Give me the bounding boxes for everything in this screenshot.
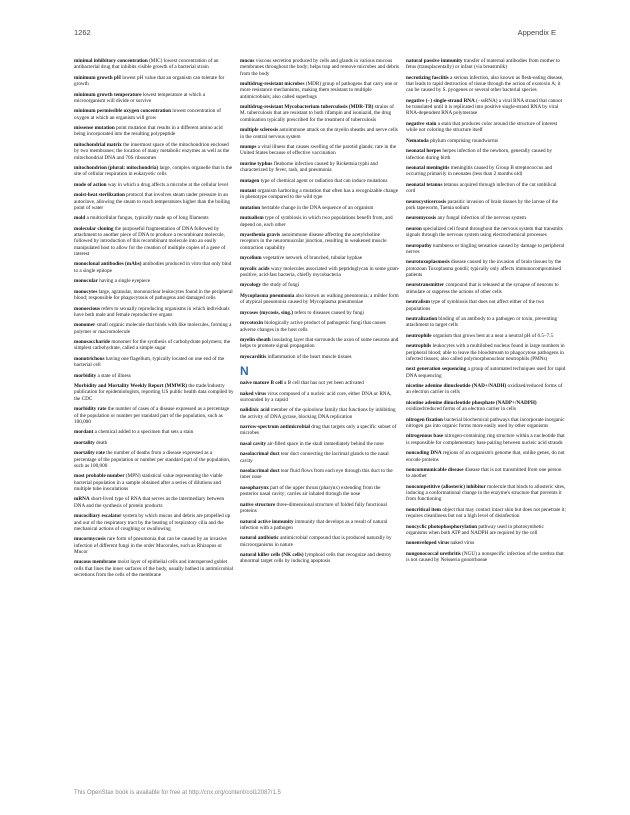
glossary-definition: a multicellular fungus, typically made up of long filaments bbox=[85, 215, 209, 222]
glossary-entry bbox=[240, 391, 400, 404]
glossary-term: nalidixic acid bbox=[240, 407, 270, 414]
glossary-definition: fleaborne infection caused by Rickettsia typhi and characterized by fever, rash, and pneumonia bbox=[240, 160, 378, 174]
glossary-term: natural killer cells (NK cells) bbox=[240, 552, 304, 559]
glossary-entry bbox=[406, 165, 566, 178]
glossary-definition: strains of M. tuberculosis that are resistant to both rifampin and isoniazid, the drug combination typically prescribed for the treatment of tuberculosis bbox=[240, 104, 394, 123]
glossary-entry bbox=[240, 337, 400, 350]
glossary-term: neonatal tetanus bbox=[406, 181, 443, 188]
glossary-term: missense mutation bbox=[74, 125, 115, 132]
glossary-entry bbox=[240, 468, 400, 481]
glossary-term: mycology bbox=[240, 282, 262, 289]
glossary-definition: the number of cases of a disease expressed as a percentage of the population or number per standard part of the population, such as 100,000 bbox=[74, 406, 230, 425]
glossary-definition: specialized cell found throughout the nervous system that transmits signals through the nervous system using electrochemical processes bbox=[406, 225, 563, 239]
glossary-definition: (MIC) lowest concentration of an antibacterial drug that inhibits visible growth of a bacterial strain bbox=[74, 58, 219, 71]
glossary-entry bbox=[74, 289, 234, 302]
glossary-entry bbox=[240, 127, 400, 140]
glossary-entry bbox=[406, 259, 566, 278]
glossary-term: neurocysticercosis bbox=[406, 198, 447, 205]
glossary-definition: drug that targets only a specific subset of microbes bbox=[240, 424, 397, 437]
glossary-term: murine typhus bbox=[240, 160, 273, 167]
glossary-entry bbox=[74, 406, 234, 425]
glossary-entry bbox=[406, 226, 566, 239]
glossary-column-1 bbox=[74, 58, 234, 582]
glossary-term: moist-heat sterilization bbox=[74, 192, 125, 199]
glossary-entry bbox=[406, 524, 566, 537]
glossary-definition: any fungal infection of the nervous system bbox=[436, 215, 526, 222]
glossary-term: natural antibiotic bbox=[240, 535, 279, 542]
glossary-definition: the trade/industry publication for epidemiologists, reporting US public health data compiled by the CDC bbox=[74, 383, 234, 402]
glossary-term: naive mature B cell bbox=[240, 380, 283, 387]
glossary-entry bbox=[240, 552, 400, 565]
glossary-term: negative (−) single-strand RNA bbox=[406, 97, 475, 104]
glossary-term: noncompetitive (allosteric) inhibitor bbox=[406, 483, 486, 490]
glossary-term: mode of action bbox=[74, 181, 107, 188]
glossary-definition: having a single eyepiece bbox=[97, 278, 151, 285]
glossary-definition: vegetative network of branched, tubular hyphae bbox=[261, 255, 363, 262]
glossary-term: nitrogen fixation bbox=[406, 416, 443, 423]
glossary-term: mutation bbox=[240, 204, 261, 211]
glossary-definition: (NGU) a nonspecific infection of the urethra that is not caused by Neisseria gonorrhoeae bbox=[406, 550, 564, 564]
glossary-term: minimal inhibitory concentration bbox=[74, 58, 148, 64]
glossary-term: noncyclic photophosphorylation bbox=[406, 523, 478, 530]
glossary-entry bbox=[74, 182, 234, 188]
glossary-entry bbox=[74, 373, 234, 379]
glossary-entry bbox=[240, 58, 400, 77]
glossary-definition: regions of an organism's genome that, unlike genes, do not encode proteins bbox=[406, 450, 565, 463]
glossary-term: morbidity bbox=[74, 372, 97, 379]
glossary-definition: binding of an antibody to a pathogen or toxin, preventing attachment to target cells bbox=[406, 316, 558, 329]
glossary-term: monocytes bbox=[74, 288, 98, 295]
glossary-term: mitochondrion (plural: mitochondria) bbox=[74, 164, 159, 171]
glossary-term: native structure bbox=[240, 501, 276, 508]
glossary-definition: tear fluid flows from each eye through this duct to the inner nose bbox=[240, 468, 393, 481]
glossary-entry bbox=[406, 507, 566, 520]
glossary-entry bbox=[406, 551, 566, 564]
glossary-definition: a stain that produces color around the structure of interest while not coloring the structure itself bbox=[406, 120, 558, 134]
glossary-term: most probable number bbox=[74, 473, 125, 480]
glossary-term: nasolacrimal duct bbox=[240, 468, 280, 475]
glossary-entry bbox=[240, 310, 400, 316]
glossary-term: narrow-spectrum antimicrobial bbox=[240, 424, 310, 431]
glossary-term: mitochondrial matrix bbox=[74, 141, 122, 148]
glossary-term: multiple sclerosis bbox=[240, 127, 279, 134]
glossary-definition: viscous secretion produced by cells and glands in various mucous membranes throughout the body; helps trap and remove microbes and debris from the body bbox=[240, 58, 400, 77]
glossary-entry bbox=[240, 205, 400, 211]
glossary-definition: the study of fungi bbox=[261, 282, 300, 289]
glossary-definition: nitrogen-containing ring structure within a nucleotide that is responsible for complementary base pairing between nucleic acid strands bbox=[406, 433, 565, 446]
glossary-term: natural active immunity bbox=[240, 518, 294, 525]
glossary-entry bbox=[74, 75, 234, 88]
glossary-term: neonatal meningitis bbox=[406, 164, 450, 171]
glossary-entry bbox=[406, 467, 566, 480]
glossary-term: monotrichous bbox=[74, 355, 105, 362]
glossary-definition: antimicrobial compound that is produced naturally by microorganisms in nature bbox=[240, 535, 392, 548]
glossary-definition: oxidized/reduced forms of an electron carrier in cells bbox=[406, 383, 563, 396]
glossary-entry bbox=[74, 108, 234, 121]
glossary-definition: large, agranular, mononuclear leukocytes found in the peripheral blood; responsible for phagocytosis of pathogens and damaged cells bbox=[74, 288, 233, 302]
glossary-definition: (MPN) statistical value representing the viable bacterial population in a sample obtained after a series of dilutions and multiple tube inoculations bbox=[74, 473, 223, 492]
glossary-entry bbox=[240, 380, 400, 386]
glossary-definition: molecule that binds to allosteric sites, inducing a conformational change in the enzyme's structure that prevents it from functioning bbox=[406, 483, 566, 503]
glossary-entry bbox=[240, 354, 400, 360]
glossary-definition: a serious infection, also known as flesh-eating disease, that leads to rapid destruction of tissue through the action of exotoxin A; it can be caused by S. pyogenes or several other bacterial species bbox=[406, 74, 564, 94]
glossary-term: molecular cloning bbox=[74, 225, 114, 232]
glossary-entry bbox=[74, 261, 234, 274]
glossary-term: mucus bbox=[240, 58, 255, 64]
glossary-term: monoclonal antibodies (mAbs) bbox=[74, 261, 142, 268]
glossary-definition: point mutation that results in a different amino acid being incorporated into the resulting polypeptide bbox=[74, 125, 223, 138]
glossary-entry bbox=[74, 339, 234, 352]
glossary-definition: protocol that involves steam under pressure in an autoclave, allowing the steam to reach temperatures higher than the boiling point of water bbox=[74, 192, 231, 211]
page-header bbox=[0, 28, 630, 42]
glossary-definition: a viral illness that causes swelling of the parotid glands; rare in the United States because of effective vaccination bbox=[240, 144, 397, 157]
glossary-term: mycolic acids bbox=[240, 265, 270, 272]
glossary-entry bbox=[74, 356, 234, 369]
glossary-definition: (MDR) group of pathogens that carry one or more resistance mechanisms, making them resistant to multiple antimicrobials; also called superbugs bbox=[240, 81, 398, 100]
glossary-definition: lowest temperature at which a microorganism will divide or survive bbox=[74, 91, 206, 104]
glossary-term: neurotoxoplasmosis bbox=[406, 259, 450, 266]
glossary-definition: a state of illness bbox=[96, 372, 131, 379]
glossary-term: mutant bbox=[240, 188, 257, 195]
glossary-term: mortality bbox=[74, 439, 95, 446]
glossary-entry bbox=[74, 226, 234, 257]
glossary-definition: disease caused by the invasion of brain tissues by the protozoan Toxoplasma gondii; typically only affects immunocompromised patients bbox=[406, 259, 562, 278]
glossary-entry bbox=[240, 502, 400, 515]
glossary-term: neuropathy bbox=[406, 242, 432, 249]
glossary-entry bbox=[406, 333, 566, 339]
glossary-definition: compound that is released at the synapse of neurons to stimulate or suppress the actions of other cells bbox=[406, 282, 559, 295]
glossary-term: nongonococcal urethritis bbox=[406, 550, 461, 557]
glossary-term: natural passive immunity bbox=[406, 58, 463, 64]
glossary-term: mycoses (mycosis, sing.) bbox=[240, 309, 294, 316]
glossary-entry bbox=[74, 322, 234, 335]
glossary-definition: type of symbiosis in which two populations benefit from, and depend on, each other bbox=[240, 215, 393, 228]
glossary-entry bbox=[74, 440, 234, 446]
glossary-definition: inflammation of the heart muscle tissues bbox=[266, 353, 352, 360]
glossary-definition: biologically active product of pathogenic fungi that causes adverse changes in the host cells bbox=[240, 320, 386, 333]
section-title: Appendix E bbox=[517, 28, 556, 37]
glossary-definition: herpes infection of the newborn, generally caused by infection during birth bbox=[406, 148, 553, 161]
glossary-term: mortality rate bbox=[74, 450, 105, 457]
glossary-definition: large, complex organelle that is the site of cellular respiration in eukaryotic cells bbox=[74, 164, 233, 178]
glossary-definition: waxy molecules associated with peptidoglycan in some gram-positive, acid-fast bacteria, chiefly mycobacteria bbox=[240, 265, 400, 278]
glossary-entry bbox=[74, 450, 234, 469]
glossary-term: morbidity rate bbox=[74, 406, 107, 413]
glossary-term: mumps bbox=[240, 144, 257, 151]
glossary-definition: lowest pH value that an organism can tolerate for growth bbox=[74, 74, 225, 88]
glossary-entry bbox=[406, 433, 566, 446]
glossary-term: Mycoplasma pneumonia bbox=[240, 292, 295, 299]
glossary-term: mucormycosis bbox=[74, 536, 106, 543]
glossary-definition: transfer of maternal antibodies from mother to fetus (transplacentally) or infant (via breastmilk) bbox=[406, 58, 561, 71]
glossary-entry bbox=[406, 182, 566, 195]
glossary-definition: disease that is not transmitted from one person to another bbox=[406, 467, 562, 480]
glossary-entry bbox=[240, 161, 400, 174]
glossary-term: Morbidity and Mortality Weekly Report (MMWR) bbox=[74, 383, 188, 390]
glossary-entry bbox=[240, 320, 400, 333]
glossary-term: mucous membrane bbox=[74, 559, 117, 566]
glossary-entry bbox=[74, 278, 234, 284]
glossary-definition: phylum comprising roundworms bbox=[428, 137, 499, 144]
glossary-term: naked virus bbox=[240, 390, 267, 397]
glossary-column-3 bbox=[406, 58, 566, 568]
page-number: 1262 bbox=[74, 28, 91, 37]
glossary-term: neonatal herpes bbox=[406, 148, 442, 155]
glossary-definition: way in which a drug affects a microbe at the cellular level bbox=[106, 181, 229, 188]
glossary-term: multidrug-resistant Mycobacterium tuberculosis (MDR-TB) bbox=[240, 104, 374, 111]
glossary-term: neutralization bbox=[406, 316, 438, 323]
glossary-definition: virus composed of a nucleic acid core, either DNA or RNA, surrounded by a capsid bbox=[240, 390, 392, 403]
glossary-entry bbox=[406, 138, 566, 144]
glossary-definition: small organic molecule that binds with like molecules, forming a polymer or macromolecule bbox=[74, 322, 232, 335]
glossary-entry bbox=[240, 232, 400, 251]
glossary-definition: autoimmune attack on the myelin sheaths and nerve cells in the central nervous system bbox=[240, 127, 398, 140]
glossary-entry bbox=[74, 496, 234, 509]
glossary-term: monomer bbox=[74, 322, 96, 329]
glossary-term: next generation sequencing bbox=[406, 366, 467, 373]
glossary-definition: heritable change in the DNA sequence of an organism bbox=[260, 204, 374, 211]
glossary-term: noncoding DNA bbox=[406, 450, 442, 457]
glossary-term: minimum growth temperature bbox=[74, 91, 142, 98]
glossary-term: mutagen bbox=[240, 177, 260, 184]
glossary-entry bbox=[406, 148, 566, 161]
glossary-definition: moist layer of epithelial cells and interspersed goblet cells that lines the inner surfaces of the body, usually bathed in antimicrobial secretions from the cells of the membrane bbox=[74, 559, 234, 578]
glossary-term: myocarditis bbox=[240, 353, 267, 360]
glossary-entry bbox=[240, 255, 400, 261]
glossary-term: nonenveloped virus bbox=[406, 540, 450, 547]
glossary-entry bbox=[406, 199, 566, 212]
glossary-term: neurotransmitter bbox=[406, 282, 445, 289]
glossary-definition: organism harboring a mutation that often has a recognizable change in phenotype compared to the wild type bbox=[240, 188, 399, 201]
glossary-entry bbox=[406, 299, 566, 312]
glossary-term: nasal cavity bbox=[240, 440, 267, 447]
glossary-entry bbox=[74, 306, 234, 319]
glossary-entry bbox=[406, 282, 566, 295]
glossary-entry bbox=[406, 366, 566, 379]
glossary-entry bbox=[240, 485, 400, 498]
section-letter: N bbox=[240, 364, 249, 379]
glossary-term: mucociliary escalator bbox=[74, 513, 122, 520]
glossary-entry bbox=[74, 58, 234, 71]
glossary-entry bbox=[406, 215, 566, 221]
glossary-term: neutralism bbox=[406, 299, 430, 306]
glossary-definition: refers to sexually reproducing organisms in which individuals have both male and female reproductive organs bbox=[74, 305, 230, 318]
glossary-term: necrotizing fasciitis bbox=[406, 74, 449, 81]
glossary-definition: organism that grows best at a near a neutral pH of 6.5–7.5 bbox=[431, 332, 554, 339]
glossary-definition: part of the upper throat (pharynx) extending from the posterior nasal cavity; carries air inhaled through the nose bbox=[240, 484, 381, 498]
glossary-definition: (−ssRNA) a viral RNA strand that cannot be translated until it is replicated into positive single-strand RNA by viral RNA-dependent RNA polymerase bbox=[406, 97, 563, 117]
glossary-definition: object that may contact intact skin but does not penetrate it; requires cleanliness but not a high level of disinfection bbox=[406, 506, 566, 520]
glossary-definition: also known as walking pneumonia; a milder form of atypical pneumonia caused by Mycoplasma pneumoniae bbox=[240, 292, 399, 306]
glossary-entry bbox=[74, 536, 234, 555]
glossary-entry bbox=[406, 450, 566, 463]
glossary-definition: tear duct connecting the lacrimal glands to the nasal cavity bbox=[240, 451, 389, 464]
glossary-entry bbox=[240, 407, 400, 420]
glossary-definition: three-dimensional structure of folded fully functional proteins bbox=[240, 501, 387, 515]
glossary-definition: refers to diseases caused by fungi bbox=[293, 309, 364, 316]
glossary-definition: member of the quinolone family that functions by inhibiting the activity of DNA gyrase, blocking DNA replication bbox=[240, 407, 396, 420]
glossary-term: monocular bbox=[74, 278, 98, 285]
glossary-definition: pathway used in photosynthetic organisms when both ATP and NADPH are required by the cell bbox=[406, 523, 544, 536]
glossary-entry bbox=[406, 484, 566, 503]
glossary-entry bbox=[74, 142, 234, 161]
glossary-definition: system by which mucus and debris are propelled up and out of the respiratory tract by the beating of respiratory cilia and the mechanical actions of coughing or swallowing bbox=[74, 513, 231, 532]
glossary-entry bbox=[240, 188, 400, 201]
glossary-definition: rare form of pneumonia that can be caused by an invasive infection of different fungi in the order Mucorales, such as Rhizopus or Mucor bbox=[74, 536, 227, 555]
glossary-term: noncritical item bbox=[406, 506, 442, 513]
glossary-term: minimum growth pH bbox=[74, 74, 121, 81]
glossary-definition: a group of automated techniques used for rapid DNA sequencing bbox=[406, 366, 566, 379]
glossary-definition: death bbox=[94, 439, 108, 446]
glossary-term: neuron bbox=[406, 225, 422, 232]
glossary-term: nitrogenous base bbox=[406, 433, 444, 440]
glossary-entry bbox=[74, 383, 234, 402]
glossary-entry bbox=[74, 429, 234, 435]
glossary-definition: the purposeful fragmentation of DNA followed by attachment to another piece of DNA to produce a recombinant molecule, followed by introduction of this recombinant molecule into an easily manipulated host to allow for the creation of multiple copies of a gene of interest bbox=[74, 225, 226, 257]
glossary-definition: the number of deaths from a disease expressed as a percentage of the population or number per standard part of the population, such as 100,000 bbox=[74, 450, 231, 469]
glossary-definition: short-lived type of RNA that serves as the intermediary between DNA and the synthesis of protein products bbox=[74, 496, 225, 509]
glossary-definition: numbness or tingling sensation caused by damage to peripheral nerves bbox=[406, 242, 565, 255]
glossary-definition: leukocytes with a multilobed nucleus found in large numbers in peripheral blood; able to leave the bloodstream to phagocytose pathogens in infected tissues; also called polymorphonuclear neutrophils (PMNs) bbox=[406, 343, 565, 362]
glossary-term: monoecious bbox=[74, 305, 100, 312]
glossary-term: nasopharynx bbox=[240, 484, 269, 491]
glossary-definition: type of chemical agent or radiation that can induce mutations bbox=[259, 177, 388, 184]
glossary-column-2 bbox=[240, 58, 400, 569]
glossary-entry bbox=[240, 293, 400, 306]
glossary-entry bbox=[406, 121, 566, 134]
glossary-entry bbox=[240, 266, 400, 279]
glossary-term: noncommunicable disease bbox=[406, 467, 464, 474]
glossary-entry bbox=[406, 58, 566, 71]
glossary-entry bbox=[406, 98, 566, 117]
glossary-definition: immunity that develops as a result of natural infection with a pathogen bbox=[240, 518, 388, 531]
glossary-term: monosaccharide bbox=[74, 339, 111, 346]
glossary-entry bbox=[240, 535, 400, 548]
glossary-term: mycelium bbox=[240, 255, 262, 262]
page-footer[interactable]: This OpenStax book is available for free at http://cnx.org/content/col12087/1.5 bbox=[74, 790, 281, 796]
glossary-entry bbox=[74, 92, 234, 105]
glossary-term: minimum permissible oxygen concentration bbox=[74, 108, 171, 115]
glossary-entry bbox=[74, 192, 234, 211]
glossary-definition: autoimmune disease affecting the acetylcholine receptors in the neuromuscular junction, resulting in weakened muscle contraction capability bbox=[240, 232, 387, 251]
glossary-definition: oxidized/reduced forms of an electron carrier in cells bbox=[406, 406, 516, 413]
glossary-definition: the innermost space of the mitochondrion enclosed by two membranes; the location of many metabolic enzymes as well as the mitochondrial DNA and 70S ribosomes bbox=[74, 141, 230, 161]
glossary-term: negative stain bbox=[406, 120, 437, 127]
glossary-definition: insulating layer that surrounds the axon of some neurons and helps to promote signal propagation bbox=[240, 336, 399, 350]
glossary-term: nicotine adenine dinucleotide (NAD+/NADH) bbox=[406, 383, 507, 390]
glossary-definition: a B cell that has not yet been activated bbox=[282, 380, 364, 387]
glossary-definition: lymphoid cells that recognize and destroy abnormal target cells by inducing apoptosis bbox=[240, 552, 392, 565]
glossary-entry bbox=[406, 383, 566, 396]
glossary-entry bbox=[240, 81, 400, 100]
glossary-definition: having one flagellum, typically located on one end of the bacterial cell bbox=[74, 355, 225, 369]
glossary-entry bbox=[240, 519, 400, 532]
glossary-definition: parasitic invasion of brain tissues by the larvae of the pork tapeworm, Taenia solium bbox=[406, 198, 558, 211]
glossary-entry bbox=[74, 215, 234, 221]
glossary-definition: bacterial biochemical pathways that incorporate inorganic nitrogen gas into organic forms more easily used by other organisms bbox=[406, 416, 565, 429]
glossary-entry bbox=[406, 417, 566, 430]
glossary-term: neutrophile bbox=[406, 332, 432, 339]
glossary-entry bbox=[74, 125, 234, 138]
glossary-definition: a chemical added to a specimen that sets a stain bbox=[93, 429, 194, 436]
glossary-entry bbox=[406, 540, 566, 546]
glossary-definition: meningitis caused by Group B streptococcus and occurring primarily in neonates (less than 2 months old) bbox=[406, 164, 553, 178]
glossary-entry bbox=[406, 243, 566, 256]
glossary-definition: tetanus acquired through infection of the cut umbilical cord bbox=[406, 181, 557, 195]
glossary-entry bbox=[74, 165, 234, 178]
glossary-term: multidrug-resistant microbes bbox=[240, 81, 305, 88]
glossary-entry bbox=[240, 178, 400, 184]
glossary-term: myasthenia gravis bbox=[240, 232, 281, 239]
glossary-definition: air-filled space in the skull immediately behind the nose bbox=[266, 440, 384, 447]
glossary-entry bbox=[240, 215, 400, 228]
glossary-entry bbox=[406, 75, 566, 94]
glossary-term: nasolacrimal duct bbox=[240, 451, 280, 458]
glossary-term: mordant bbox=[74, 429, 94, 436]
glossary-entry bbox=[74, 559, 234, 578]
glossary-entry bbox=[74, 513, 234, 532]
glossary-entry bbox=[406, 400, 566, 413]
glossary-definition: lowest concentration of oxygen at which an organism will grow bbox=[74, 108, 221, 121]
glossary-term: nicotine adenine dinucleotide phosphate (NADP+/NADPH) bbox=[406, 399, 537, 406]
glossary-term: neuromycosis bbox=[406, 215, 437, 222]
glossary-entry bbox=[240, 104, 400, 123]
glossary-entry bbox=[240, 451, 400, 464]
glossary-term: mRNA bbox=[74, 496, 90, 503]
glossary-definition: type of symbiosis that does not affect either of the two populations bbox=[406, 299, 545, 312]
glossary-entry bbox=[240, 144, 400, 157]
glossary-definition: antibodies produced in vitro that only bind to a single epitope bbox=[74, 261, 232, 274]
glossary-entry bbox=[406, 316, 566, 329]
glossary-definition: monomer for the synthesis of carbohydrate polymers; the simplest carbohydrate, called a simple sugar bbox=[74, 339, 231, 352]
glossary-term: mutualism bbox=[240, 215, 264, 222]
glossary-entry bbox=[240, 441, 400, 447]
glossary-entry bbox=[406, 343, 566, 362]
glossary-term: neutrophils bbox=[406, 343, 432, 350]
glossary-term: mold bbox=[74, 215, 86, 222]
glossary-entry bbox=[240, 282, 400, 288]
glossary-term: Nematoda bbox=[406, 137, 429, 144]
glossary-entry bbox=[74, 473, 234, 492]
glossary-term: mycotoxin bbox=[240, 320, 264, 327]
glossary-entry bbox=[240, 424, 400, 437]
glossary-definition: naked virus bbox=[449, 540, 475, 547]
glossary-term: myelin sheath bbox=[240, 336, 271, 343]
